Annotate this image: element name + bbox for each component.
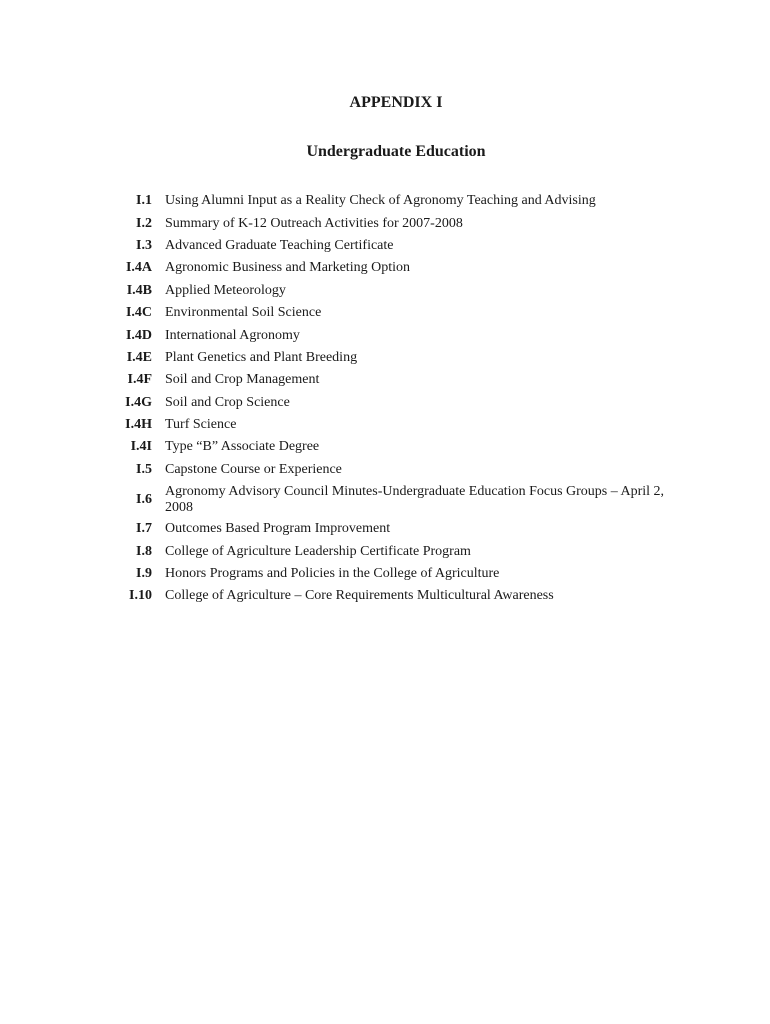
item-code: I.4I xyxy=(130,439,152,455)
item-code: I.4G xyxy=(125,394,152,410)
item-code: I.4A xyxy=(125,260,152,276)
list-item xyxy=(0,280,770,302)
item-title: Capstone Course or Experience xyxy=(165,461,342,477)
list-item xyxy=(0,563,770,585)
item-title: Turf Science xyxy=(165,417,237,433)
list-item xyxy=(0,585,770,607)
list-item xyxy=(0,190,770,212)
item-code: I.10 xyxy=(129,588,152,604)
list-item xyxy=(0,324,770,346)
item-title: Soil and Crop Science xyxy=(165,394,290,410)
item-title: Environmental Soil Science xyxy=(165,305,322,321)
item-code: I.7 xyxy=(136,521,152,537)
item-code: I.4H xyxy=(125,417,152,433)
item-title: Applied Meteorology xyxy=(165,282,286,298)
item-code: I.4E xyxy=(126,349,152,365)
list-item xyxy=(0,414,770,436)
list-item xyxy=(0,257,770,279)
list-item xyxy=(0,518,770,540)
item-title: Honors Programs and Policies in the College of Agriculture xyxy=(165,566,500,582)
item-title: Advanced Graduate Teaching Certificate xyxy=(165,237,394,253)
item-code: I.9 xyxy=(136,566,152,582)
item-title: College of Agriculture Leadership Certificate Program xyxy=(165,543,471,559)
section-title: Undergraduate Education xyxy=(306,143,486,160)
item-code: I.4C xyxy=(125,305,152,321)
list-item xyxy=(0,459,770,481)
list-item xyxy=(0,347,770,369)
list-item xyxy=(0,212,770,234)
item-title: College of Agriculture – Core Requirements Multicultural Awareness xyxy=(165,588,554,604)
list-item xyxy=(0,436,770,458)
list-item xyxy=(0,369,770,391)
item-code: I.4D xyxy=(125,327,152,343)
item-title: Agronomic Business and Marketing Option xyxy=(165,260,410,276)
item-code: I.1 xyxy=(136,193,152,209)
list-item xyxy=(0,481,770,518)
item-code: I.6 xyxy=(136,491,152,507)
item-title: Using Alumni Input as a Reality Check of Agronomy Teaching and Advising xyxy=(165,193,596,209)
item-title: Agronomy Advisory Council Minutes-Undergraduate Education Focus Groups – April 2, 2008 xyxy=(165,483,665,515)
list-item xyxy=(0,392,770,414)
item-code: I.2 xyxy=(136,215,152,231)
item-code: I.4B xyxy=(126,282,152,298)
contents-list xyxy=(0,190,770,608)
item-title: Plant Genetics and Plant Breeding xyxy=(165,349,358,365)
appendix-title: APPENDIX I xyxy=(349,94,443,111)
item-title: Summary of K-12 Outreach Activities for 2007-2008 xyxy=(165,215,463,231)
item-code: I.4F xyxy=(127,372,152,388)
item-title: Type “B” Associate Degree xyxy=(165,439,320,455)
list-item xyxy=(0,302,770,324)
item-code: I.8 xyxy=(136,543,152,559)
list-item xyxy=(0,235,770,257)
list-item xyxy=(0,540,770,562)
item-title: Outcomes Based Program Improvement xyxy=(165,521,391,537)
item-title: Soil and Crop Management xyxy=(165,372,320,388)
item-code: I.3 xyxy=(136,237,152,253)
item-title: International Agronomy xyxy=(165,327,300,343)
item-code: I.5 xyxy=(136,461,152,477)
